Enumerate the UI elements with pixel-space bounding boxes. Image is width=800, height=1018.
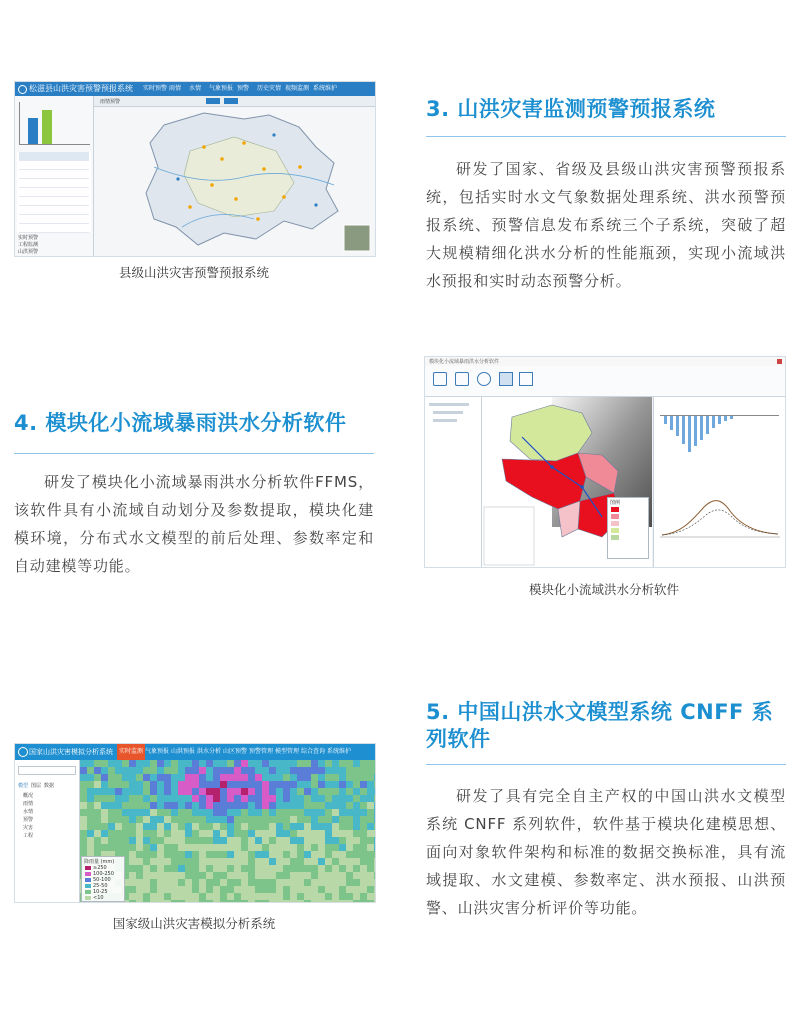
app-title-bar bbox=[15, 82, 375, 96]
search-button[interactable] bbox=[206, 98, 220, 104]
menu-item[interactable]: 预警 bbox=[237, 85, 250, 92]
county-toolbar bbox=[94, 96, 375, 107]
tree-item[interactable]: 概况 bbox=[23, 793, 34, 799]
reset-button[interactable] bbox=[224, 98, 238, 104]
national-left-panel bbox=[15, 760, 80, 902]
tree-item[interactable]: 工程 bbox=[23, 833, 34, 839]
panel-tab[interactable]: 图层 bbox=[31, 783, 42, 789]
section-heading-3: 3. 山洪灾害监测预警预报系统 bbox=[426, 97, 716, 121]
ffms-tree-panel bbox=[425, 397, 482, 567]
tab-rain-warning[interactable]: 雨情预警 bbox=[100, 99, 121, 105]
discharge-hydrograph bbox=[660, 487, 780, 541]
menu-item[interactable]: 历史灾情 bbox=[257, 85, 282, 92]
tool-icon[interactable] bbox=[477, 372, 491, 386]
section-paragraph-4: 研发了模块化小流域暴雨洪水分析软件FFMS，该软件具有小流域自动划分及参数提取，模块化建模环境，分布式水文模型的前后处理、参数率定和自动建模等功能。 bbox=[14, 473, 374, 575]
menu-item[interactable]: 气象预报 bbox=[209, 85, 234, 92]
sidebar-item[interactable]: 工程监测 bbox=[18, 242, 39, 248]
menu-item[interactable]: 山区预警 bbox=[223, 748, 248, 755]
close-icon[interactable] bbox=[777, 359, 782, 364]
search-input[interactable] bbox=[18, 766, 76, 775]
ffms-ribbon bbox=[425, 366, 785, 397]
rainfall-hyetograph bbox=[660, 415, 779, 460]
menu-item[interactable]: 实时监测 bbox=[117, 744, 145, 760]
county-left-panel bbox=[15, 96, 94, 256]
section-paragraph-5: 研发了具有完全自主产权的中国山洪水文模型系统 CNFF 系列软件，软件基于模块化建模思想、面向对象软件架构和标准的数据交换标准，具有流域提取、水文建模、参数率定、洪水预报、山洪预警、山洪灾害分析评价等功能。 bbox=[426, 787, 786, 917]
legend-title: 图例 bbox=[610, 500, 621, 506]
figure-caption-ffms: 模块化小流域洪水分析软件 bbox=[528, 582, 679, 597]
panel-tab[interactable]: 模型 bbox=[18, 783, 29, 789]
ffms-title: 模块化小流域暴雨洪水分析软件 bbox=[429, 359, 500, 365]
tree-item[interactable]: 灾害 bbox=[23, 825, 34, 831]
tree-item[interactable]: 预警 bbox=[23, 817, 34, 823]
ffms-chart-panel bbox=[653, 397, 785, 567]
tool-icon[interactable] bbox=[519, 372, 533, 386]
menu-item[interactable]: 系统维护 bbox=[313, 85, 338, 92]
menu-item[interactable]: 模型管理 bbox=[275, 748, 300, 755]
menu-item[interactable]: 实时预警 bbox=[143, 85, 168, 92]
menu-item[interactable]: 系统维护 bbox=[327, 748, 352, 755]
app-logo-icon bbox=[18, 85, 27, 94]
tree-item[interactable]: 雨情 bbox=[23, 801, 34, 807]
ffms-software-screenshot bbox=[424, 356, 786, 568]
menu-item[interactable]: 雨情 bbox=[169, 85, 182, 92]
panel-tab[interactable]: 数据 bbox=[44, 783, 55, 789]
national-simulation-screenshot bbox=[14, 743, 376, 903]
section-divider bbox=[426, 764, 786, 765]
national-title: 国家山洪灾害模拟分析系统 bbox=[29, 748, 113, 756]
tree-item[interactable]: 水情 bbox=[23, 809, 34, 815]
national-legend: 降雨量 (mm) ≥250 100-250 50-100 25-50 10-25 <10 bbox=[81, 856, 125, 902]
section-paragraph-3: 研发了国家、省级及县级山洪灾害预警预报系统，包括实时水文气象数据处理系统、洪水预警预报系统、预警信息发布系统三个子系统，突破了超大规模精细化洪水分析的性能瓶颈，实现小流域洪水预报和实时动态预警分析。 bbox=[426, 160, 786, 290]
section-heading-5: 5. 中国山洪水文模型系统 CNFF 系列软件 bbox=[426, 700, 774, 751]
figure-caption-national: 国家级山洪灾害模拟分析系统 bbox=[112, 916, 276, 931]
rain-bar-chart bbox=[19, 102, 90, 145]
legend-title: 降雨量 (mm) bbox=[84, 859, 115, 865]
menu-item[interactable]: 预警管理 bbox=[249, 748, 274, 755]
app-title: 松滋县山洪灾害预警预报系统 bbox=[29, 84, 133, 93]
station-table bbox=[17, 152, 91, 232]
tool-icon[interactable] bbox=[455, 372, 469, 386]
tool-icon[interactable] bbox=[433, 372, 447, 386]
national-title-bar bbox=[15, 744, 375, 760]
menu-item[interactable]: 视频监测 bbox=[285, 85, 310, 92]
menu-item[interactable]: 气象预报 bbox=[145, 748, 170, 755]
county-warning-system-screenshot bbox=[14, 81, 376, 257]
tool-icon[interactable] bbox=[499, 372, 513, 386]
clock-logo-icon bbox=[18, 747, 28, 757]
section-divider bbox=[426, 136, 786, 137]
section-divider bbox=[14, 453, 374, 454]
sidebar-item[interactable]: 山洪预警 bbox=[18, 249, 39, 255]
ffms-legend bbox=[607, 497, 649, 559]
menu-item[interactable]: 山洪预报 bbox=[171, 748, 196, 755]
menu-item[interactable]: 水情 bbox=[189, 85, 202, 92]
county-map[interactable] bbox=[94, 107, 375, 256]
sidebar-item[interactable]: 实时预警 bbox=[18, 235, 39, 241]
section-heading-4: 4. 模块化小流域暴雨洪水分析软件 bbox=[14, 411, 347, 435]
menu-item[interactable]: 洪水分析 bbox=[197, 748, 222, 755]
menu-item[interactable]: 综合查询 bbox=[301, 748, 326, 755]
figure-caption-county: 县级山洪灾害预警预报系统 bbox=[118, 265, 269, 280]
